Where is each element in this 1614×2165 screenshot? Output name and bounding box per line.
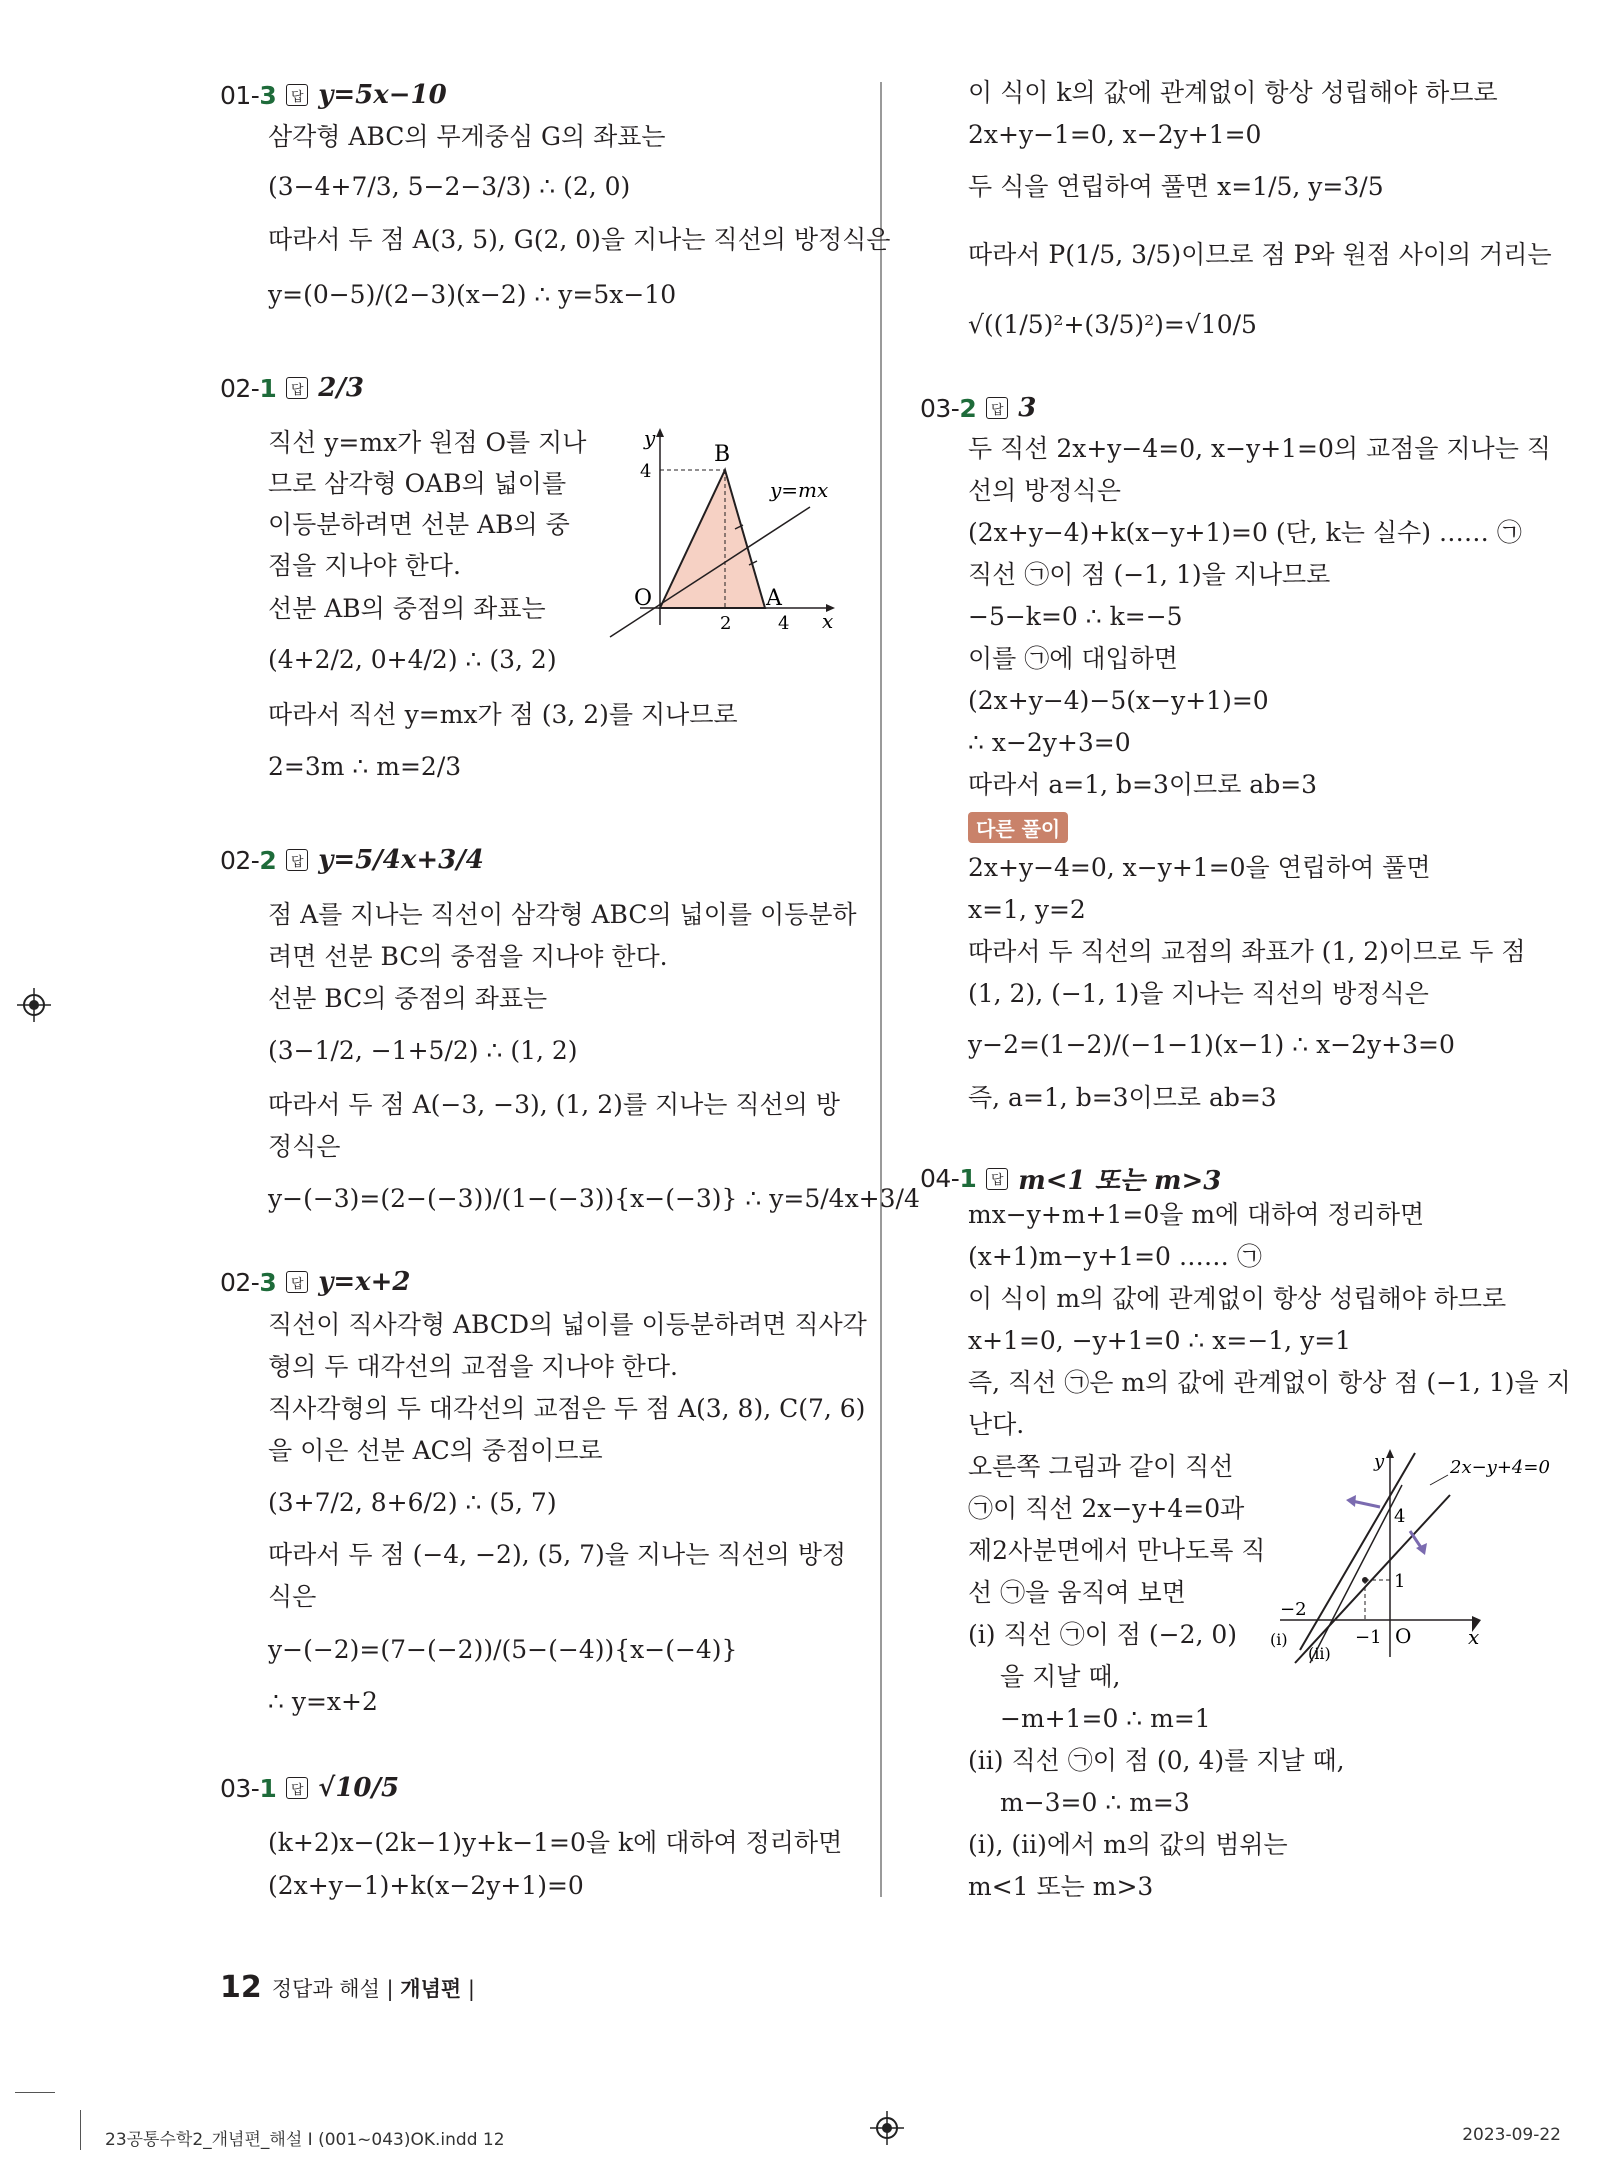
answer-icon: 답 xyxy=(986,397,1008,419)
text-line: 따라서 P(1/5, 3/5)이므로 점 P와 원점 사이의 거리는 xyxy=(968,240,1552,269)
text-line: 따라서 두 직선의 교점의 좌표가 (1, 2)이므로 두 점 xyxy=(968,937,1526,966)
footer-file: 23공통수학2_개념편_해설 I (001~043)OK.indd 12 xyxy=(105,2130,505,2150)
answer: 2/3 xyxy=(318,373,364,403)
formula-line: m<1 또는 m>3 xyxy=(968,1872,1154,1901)
text-line: (ⅰ) 직선 ㉠이 점 (−2, 0) xyxy=(968,1620,1238,1649)
formula-line: (3−1/2, −1+5/2) ∴ (1, 2) xyxy=(268,1036,578,1065)
text-line: 즉, 직선 ㉠은 m의 값에 관계없이 항상 점 (−1, 1)을 지 xyxy=(968,1368,1571,1397)
formula-line: x+1=0, −y+1=0 ∴ x=−1, y=1 xyxy=(968,1326,1352,1355)
crop-line xyxy=(15,2092,55,2093)
text-line: 선 ㉠을 움직여 보면 xyxy=(968,1578,1186,1607)
text-line: 직선 ㉠이 점 (−1, 1)을 지나므로 xyxy=(968,560,1331,589)
formula-line: mx−y+m+1=0을 m에 대하여 정리하면 xyxy=(968,1200,1425,1229)
text-line: 제2사분면에서 만나도록 직 xyxy=(968,1536,1266,1565)
crop-line-v xyxy=(80,2110,81,2150)
text-line: 선의 방정식은 xyxy=(968,476,1121,505)
answer: y=5x−10 xyxy=(318,80,447,110)
text-line: 즉, a=1, b=3이므로 ab=3 xyxy=(968,1083,1277,1112)
formula-line: y=(0−5)/(2−3)(x−2) ∴ y=5x−10 xyxy=(268,280,677,309)
point-b-label: B xyxy=(714,442,731,467)
formula-line: 2=3m ∴ m=2/3 xyxy=(268,752,462,781)
page-number: 12 xyxy=(220,1970,262,2005)
page-title: 정답과 해설 | 개념편 | xyxy=(271,1976,475,2001)
tick-label-1: 1 xyxy=(1394,1571,1406,1592)
text-line: 식은 xyxy=(268,1582,317,1611)
problem-01-3-header: 01-3 답 y=5x−10 xyxy=(220,80,447,110)
text-line: 점 A를 지나는 직선이 삼각형 ABC의 넓이를 이등분하 xyxy=(268,900,857,929)
y-axis-label: y xyxy=(644,426,656,450)
page-number-block xyxy=(220,1970,475,2005)
text-line: 두 직선 2x+y−4=0, x−y+1=0의 교점을 지나는 직 xyxy=(968,434,1551,463)
answer: y=x+2 xyxy=(318,1267,411,1297)
text-line: (ⅱ) 직선 ㉠이 점 (0, 4)를 지날 때, xyxy=(968,1746,1345,1775)
text-line: 직선이 직사각형 ABCD의 넓이를 이등분하려면 직사각 xyxy=(268,1310,867,1339)
answer-icon: 답 xyxy=(986,1168,1008,1190)
alternative-solution-badge: 다른 풀이 xyxy=(968,812,1068,843)
answer-icon: 답 xyxy=(286,1777,308,1799)
text-line: 직선 y=mx가 원점 O를 지나 xyxy=(268,428,587,457)
text-line: ㉠이 직선 2x−y+4=0과 xyxy=(968,1494,1245,1523)
point-a-label: A xyxy=(766,586,782,611)
formula-line: (2x+y−1)+k(x−2y+1)=0 xyxy=(268,1871,584,1900)
formula-line: −m+1=0 ∴ m=1 xyxy=(1000,1704,1211,1733)
text-line: 따라서 두 점 (−4, −2), (5, 7)을 지나는 직선의 방정 xyxy=(268,1540,846,1569)
problem-02-1-header: 02-1 답 2/3 xyxy=(220,373,364,403)
text-line: 선분 BC의 중점의 좌표는 xyxy=(268,984,548,1013)
formula-line: (4+2/2, 0+4/2) ∴ (3, 2) xyxy=(268,645,557,674)
x-axis-label: x xyxy=(1468,1625,1480,1649)
text-line: 형의 두 대각선의 교점을 지나야 한다. xyxy=(268,1352,678,1381)
x-axis-label: x xyxy=(822,609,834,633)
tick-label-4y: 4 xyxy=(640,461,652,482)
answer-icon: 답 xyxy=(286,377,308,399)
text-line: 직사각형의 두 대각선의 교점은 두 점 A(3, 8), C(7, 6) xyxy=(268,1394,866,1423)
answer: y=5/4x+3/4 xyxy=(318,845,484,875)
formula-line: y−2=(1−2)/(−1−1)(x−1) ∴ x−2y+3=0 xyxy=(968,1030,1455,1059)
text-line: (k+2)x−(2k−1)y+k−1=0을 k에 대하여 정리하면 xyxy=(268,1828,843,1857)
case-i-label: (ⅰ) xyxy=(1270,1630,1288,1649)
answer-icon: 답 xyxy=(286,1271,308,1293)
formula-line: 2x+y−1=0, x−2y+1=0 xyxy=(968,120,1262,149)
problem-02-3-header: 02-3 답 y=x+2 xyxy=(220,1267,411,1297)
formula-line: (2x+y−4)+k(x−y+1)=0 (단, k는 실수) …… ㉠ xyxy=(968,518,1522,547)
answer-icon: 답 xyxy=(286,84,308,106)
answer-icon: 답 xyxy=(286,849,308,871)
triangle-oab-figure xyxy=(610,425,840,635)
formula-line: (2x+y−4)−5(x−y+1)=0 xyxy=(968,686,1269,715)
origin-label: O xyxy=(1395,1624,1412,1648)
answer: √10/5 xyxy=(318,1773,400,1803)
answer: 3 xyxy=(1018,393,1037,423)
tick-label-2x: 2 xyxy=(720,613,732,634)
tick-label-4x: 4 xyxy=(778,613,790,634)
tick-label-minus1: −1 xyxy=(1355,1627,1382,1648)
formula-line: y−(−2)=(7−(−2))/(5−(−4)){x−(−4)} xyxy=(268,1635,738,1664)
text-line: 이 식이 m의 값에 관계없이 항상 성립해야 하므로 xyxy=(968,1284,1507,1313)
problem-04-1-header: 04-1 답 m<1 또는 m>3 xyxy=(920,1160,1221,1197)
formula-line: m−3=0 ∴ m=3 xyxy=(1000,1788,1190,1817)
line-label: y=mx xyxy=(770,478,829,502)
text-line: (ⅰ), (ⅱ)에서 m의 값의 범위는 xyxy=(968,1830,1288,1859)
text-line: 따라서 a=1, b=3이므로 ab=3 xyxy=(968,770,1318,799)
tick-label-4: 4 xyxy=(1394,1506,1406,1527)
formula-line: 두 식을 연립하여 풀면 x=1/5, y=3/5 xyxy=(968,172,1384,201)
text-line: (1, 2), (−1, 1)을 지나는 직선의 방정식은 xyxy=(968,979,1429,1008)
tick-label-minus2: −2 xyxy=(1280,1599,1307,1620)
y-axis-label: y xyxy=(1374,1451,1385,1472)
footer-date: 2023-09-22 xyxy=(1462,2125,1561,2145)
text-line: 이를 ㉠에 대입하면 xyxy=(968,644,1178,673)
answer: m<1 또는 m>3 xyxy=(1018,1166,1222,1196)
text-line: 난다. xyxy=(968,1410,1025,1439)
line-rotation-figure xyxy=(1270,1445,1600,1665)
case-ii-label: (ⅱ) xyxy=(1308,1644,1331,1663)
point-o-label: O xyxy=(634,586,653,611)
text-line: 을 이은 선분 AC의 중점이므로 xyxy=(268,1436,603,1465)
line-label: 2x−y+4=0 xyxy=(1450,1457,1550,1478)
text-line: 점을 지나야 한다. xyxy=(268,551,461,580)
formula-line: (x+1)m−y+1=0 …… ㉠ xyxy=(968,1242,1262,1271)
formula-line: (3−4+7/3, 5−2−3/3) ∴ (2, 0) xyxy=(268,172,631,201)
text-line: 을 지날 때, xyxy=(1000,1662,1121,1691)
registration-mark-bottom xyxy=(870,2111,904,2145)
text-line: 려면 선분 BC의 중점을 지나야 한다. xyxy=(268,942,668,971)
text-line: 정식은 xyxy=(268,1132,341,1161)
text-line: 이 식이 k의 값에 관계없이 항상 성립해야 하므로 xyxy=(968,78,1498,107)
text-line: 따라서 두 점 A(−3, −3), (1, 2)를 지나는 직선의 방 xyxy=(268,1090,840,1119)
formula-line: √((1/5)²+(3/5)²)=√10/5 xyxy=(968,310,1257,339)
formula-line: y−(−3)=(2−(−3))/(1−(−3)){x−(−3)} ∴ y=5/4x+3/4 xyxy=(268,1184,920,1213)
text-line: 이등분하려면 선분 AB의 중 xyxy=(268,510,570,539)
text-line: 따라서 직선 y=mx가 점 (3, 2)를 지나므로 xyxy=(268,700,738,729)
text-line: 므로 삼각형 OAB의 넓이를 xyxy=(268,469,567,498)
text-line: 오른쪽 그림과 같이 직선 xyxy=(968,1452,1234,1481)
formula-line: ∴ x−2y+3=0 xyxy=(968,728,1131,757)
formula-line: ∴ y=x+2 xyxy=(268,1687,378,1716)
problem-03-2-header: 03-2 답 3 xyxy=(920,393,1037,423)
text-line: 선분 AB의 중점의 좌표는 xyxy=(268,594,546,623)
formula-line: x=1, y=2 xyxy=(968,895,1086,924)
formula-line: −5−k=0 ∴ k=−5 xyxy=(968,602,1183,631)
problem-03-1-header: 03-1 답 √10/5 xyxy=(220,1773,400,1803)
text-line: 2x+y−4=0, x−y+1=0을 연립하여 풀면 xyxy=(968,853,1431,882)
formula-line: (3+7/2, 8+6/2) ∴ (5, 7) xyxy=(268,1488,557,1517)
registration-mark-left xyxy=(17,988,51,1022)
text-line: 삼각형 ABC의 무게중심 G의 좌표는 xyxy=(268,122,666,151)
text-line: 따라서 두 점 A(3, 5), G(2, 0)을 지나는 직선의 방정식은 xyxy=(268,225,891,254)
problem-02-2-header: 02-2 답 y=5/4x+3/4 xyxy=(220,845,484,875)
column-divider xyxy=(880,82,882,1897)
